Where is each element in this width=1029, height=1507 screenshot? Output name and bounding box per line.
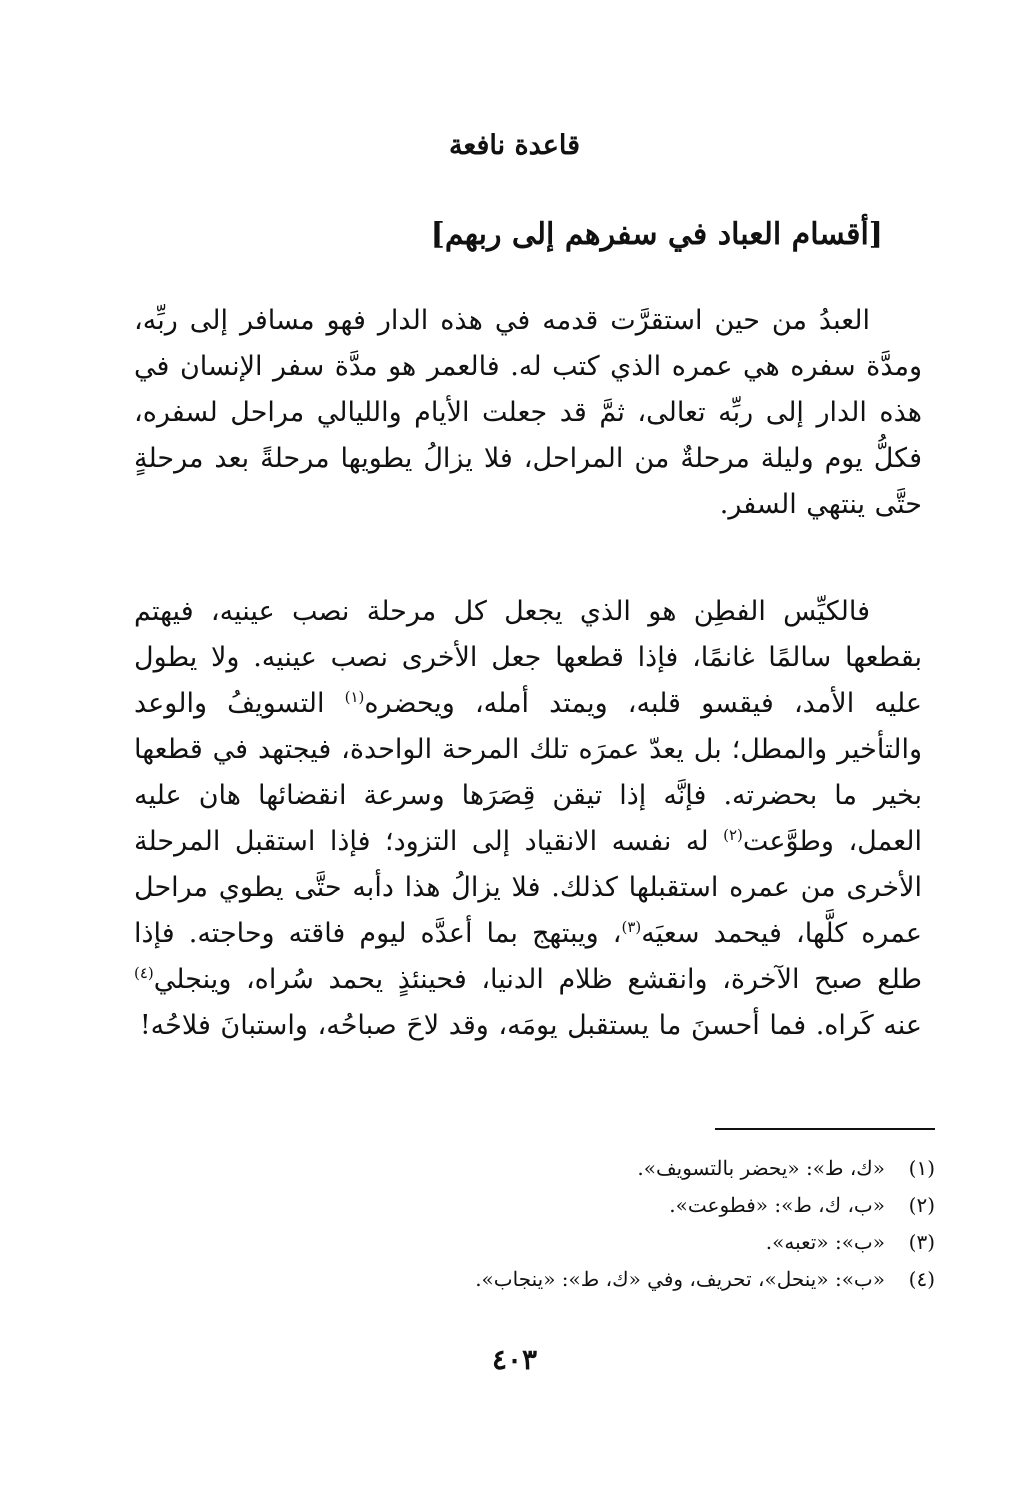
paragraph-2 xyxy=(134,589,922,1049)
paragraph-2-segment-2: التسويفُ والوعد والتأخير والمطل؛ بل يعدّ عمرَه تلك المرحة الواحدة، فيجتهد في قطعها بخير ما بحضرته. فإنَّه إذا تيقن قِصَرَها وسرعة انقضائها هان عليه العمل، وطوَّعت xyxy=(134,688,922,857)
footnote-text: «ب»: «تعبه». xyxy=(765,1230,885,1254)
footnote-text: «ك، ط»: «يحضر بالتسويف». xyxy=(637,1156,885,1180)
running-head: قاعدة نافعة xyxy=(448,130,581,161)
footnote-3 xyxy=(135,1224,935,1261)
section-heading: [أقسام العباد في سفرهم إلى ربهم] xyxy=(430,217,883,252)
footnote-divider xyxy=(715,1128,935,1130)
footnote-4 xyxy=(135,1261,935,1298)
footnote-2 xyxy=(135,1187,935,1224)
footnote-number: (٢) xyxy=(908,1193,935,1217)
paragraph-1-text: العبدُ من حين استقرَّت قدمه في هذه الدار فهو مسافر إلى ربِّه، ومدَّة سفره هي عمره الذي كتب له. فالعمر هو مدَّة سفر الإنسان في هذه الدار إلى ربِّه تعالى، ثمَّ قد جعلت الأيام والليالي مراحل لسفره، فكلُّ يوم وليلة مرحلةٌ من المراحل، فلا يزالُ يطويها مرحلةً بعد مرحلةٍ حتَّى ينتهي السفر. xyxy=(134,305,922,520)
page-number: ٤٠٣ xyxy=(491,1343,538,1376)
footnotes-list xyxy=(135,1150,935,1298)
footnote-number: (٣) xyxy=(908,1230,935,1254)
footnote-text: «ب، ك، ط»: «فطوعت». xyxy=(669,1193,885,1217)
footnote-ref-3[interactable]: (٣) xyxy=(621,918,642,936)
footnote-ref-4[interactable]: (٤) xyxy=(134,964,154,982)
footnote-number: (١) xyxy=(908,1156,935,1180)
footnote-number: (٤) xyxy=(908,1267,935,1291)
paragraph-2-segment-4: ، ويبتهج بما أعدَّه ليوم فاقته وحاجته. فإذا طلع صبح الآخرة، وانقشع ظلام الدنيا، فحينئذٍ يحمد سُراه، وينجلي xyxy=(134,918,922,995)
paragraph-2-segment-1: فالكيِّس الفطِن هو الذي يجعل كل مرحلة نصب عينيه، فيهتم بقطعها سالمًا غانمًا، فإذا قطعها جعل الأخرى نصب عينيه. ولا يطول عليه الأمد، فيقسو قلبه، ويمتد أمله، ويحضره xyxy=(134,596,922,719)
footnote-text: «ب»: «ينحل»، تحريف، وفي «ك، ط»: «ينجاب». xyxy=(475,1267,885,1291)
paragraph-2-segment-5: عنه كَراه. فما أحسنَ ما يستقبل يومَه، وقد لاحَ صباحُه، واستبانَ فلاحُه! xyxy=(139,1010,922,1041)
footnote-ref-2[interactable]: (٢) xyxy=(723,826,743,844)
paragraph-2-segment-3: له نفسه الانقياد إلى التزود؛ فإذا استقبل المرحلة الأخرى من عمره استقبلها كذلك. فلا يزالُ هذا دأبه حتَّى يطوي مراحل عمره كلَّها، فيحمد سعيَه xyxy=(134,826,922,949)
paragraph-1 xyxy=(134,298,922,528)
footnote-ref-1[interactable]: (١) xyxy=(344,688,365,706)
footnote-1 xyxy=(135,1150,935,1187)
